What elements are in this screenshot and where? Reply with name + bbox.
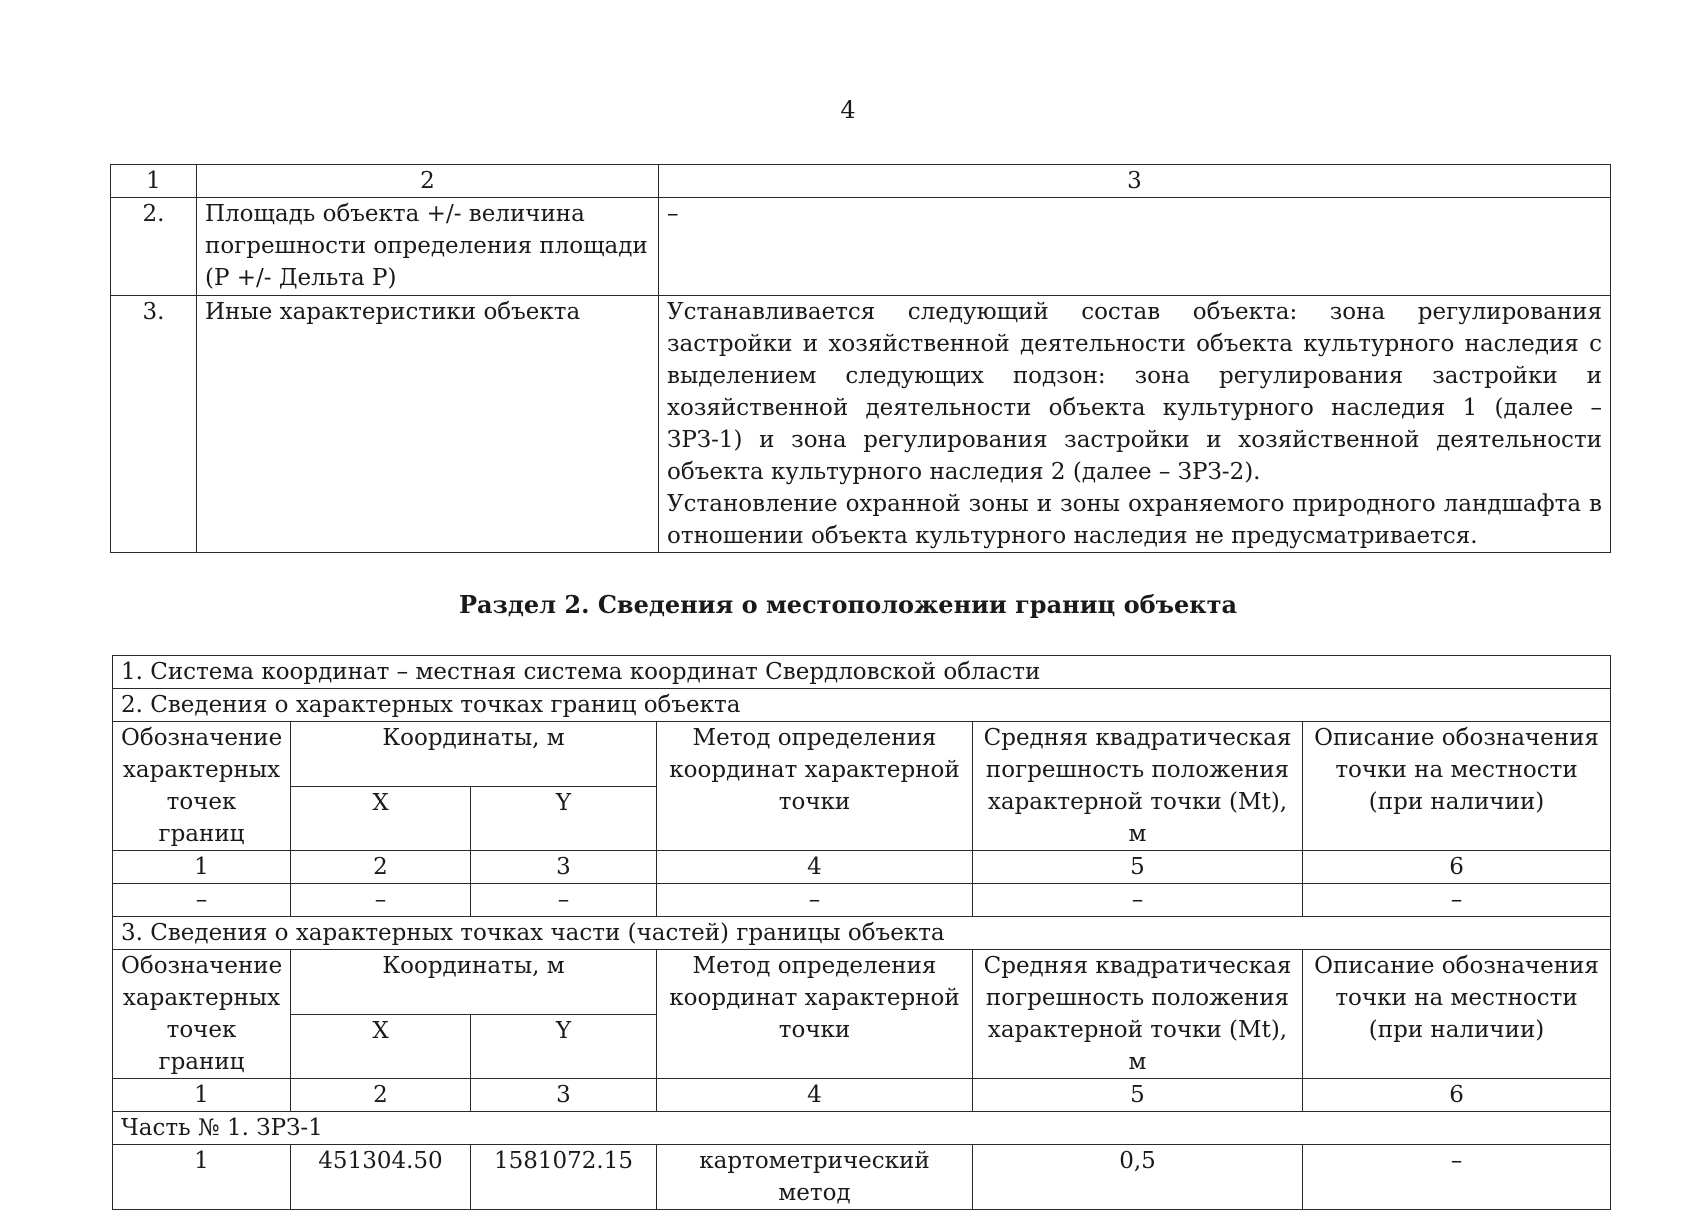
subsection-title: 2. Сведения о характерных точках границ объекта	[113, 689, 1611, 722]
col-x: X	[291, 787, 471, 851]
empty-cell: –	[471, 884, 657, 917]
column-header-row	[113, 722, 1611, 787]
header-line: характерной точки (Mt), м	[987, 789, 1288, 847]
header-cell: 3	[659, 165, 1611, 198]
col-method	[657, 950, 973, 1079]
header-line: характерной точки (Mt), м	[987, 1017, 1288, 1075]
header-line: Метод определения	[692, 725, 937, 751]
row-name-line: погрешности определения площади	[205, 233, 648, 259]
header-line: Описание обозначения	[1314, 953, 1599, 979]
characteristics-table	[110, 164, 1611, 553]
col-designation	[113, 722, 291, 851]
header-line: точек границ	[158, 789, 245, 847]
col-error	[973, 950, 1303, 1079]
row-value	[659, 296, 1611, 553]
column-header-row	[113, 950, 1611, 1015]
value-paragraph: Устанавливается следующий состав объекта: зона регулирования застройки и хозяйственной деятельности объекта культурного наследия с выделением следующих подзон: зона регулирования застройки и хозяйственной деятельности объекта культурного наследия 1 (далее – ЗРЗ-1) и зона регулирования застройки и хозяйственной деятельности объекта культурного наследия 2 (далее – ЗРЗ-2).	[667, 299, 1602, 485]
part-label: Часть № 1. ЗРЗ-1	[113, 1112, 1611, 1145]
empty-cell: –	[291, 884, 471, 917]
header-line: (при наличии)	[1368, 1017, 1545, 1043]
col-number: 2	[291, 851, 471, 884]
col-number: 5	[973, 1079, 1303, 1112]
header-line: Средняя квадратическая	[983, 953, 1292, 979]
col-coords: Координаты, м	[291, 722, 657, 787]
header-line: точек границ	[158, 1017, 245, 1075]
header-line: координат характерной	[669, 757, 960, 783]
point-error: 0,5	[973, 1145, 1303, 1210]
row-name	[197, 296, 659, 553]
col-number: 6	[1303, 1079, 1611, 1112]
table-header-row	[111, 165, 1611, 198]
page-number: 4	[840, 96, 856, 124]
header-line: Описание обозначения	[1314, 725, 1599, 751]
col-number: 2	[291, 1079, 471, 1112]
coord-system-row	[113, 656, 1611, 689]
row-name-line: Площадь объекта +/- величина	[205, 201, 585, 227]
header-line: точки на местности	[1335, 985, 1578, 1011]
boundary-points-table	[112, 655, 1611, 1210]
col-number: 3	[471, 851, 657, 884]
header-line: Средняя квадратическая	[983, 725, 1292, 751]
row-name-line: (Р +/- Дельта Р)	[205, 265, 397, 291]
empty-cell: –	[1303, 884, 1611, 917]
col-number: 4	[657, 1079, 973, 1112]
point-x: 451304.50	[291, 1145, 471, 1210]
col-y: Y	[471, 787, 657, 851]
point-y: 1581072.15	[471, 1145, 657, 1210]
point-description: –	[1303, 1145, 1611, 1210]
empty-cell: –	[657, 884, 973, 917]
section-heading: Раздел 2. Сведения о местоположении границ объекта	[458, 590, 1238, 619]
header-cell: 2	[197, 165, 659, 198]
row-number: 2.	[111, 198, 197, 296]
header-line: (при наличии)	[1368, 789, 1545, 815]
table-row	[111, 198, 1611, 296]
column-number-row	[113, 851, 1611, 884]
header-line: Метод определения	[692, 953, 937, 979]
header-line: погрешность положения	[985, 757, 1290, 783]
value-paragraph: –	[667, 201, 679, 227]
col-description	[1303, 950, 1611, 1079]
col-method	[657, 722, 973, 851]
row-value	[659, 198, 1611, 296]
header-cell: 1	[111, 165, 197, 198]
point-method: картометрический метод	[657, 1145, 973, 1210]
empty-data-row	[113, 884, 1611, 917]
part-row	[113, 1112, 1611, 1145]
header-line: Обозначение	[121, 725, 283, 751]
header-line: характерных	[122, 985, 281, 1011]
header-line: погрешность положения	[985, 985, 1290, 1011]
point-designation: 1	[113, 1145, 291, 1210]
subsection-row	[113, 689, 1611, 722]
empty-cell: –	[113, 884, 291, 917]
col-coords: Координаты, м	[291, 950, 657, 1015]
col-number: 4	[657, 851, 973, 884]
row-name-line: Иные характеристики объекта	[205, 299, 581, 325]
subsection-title: 3. Сведения о характерных точках части (частей) границы объекта	[113, 917, 1611, 950]
value-paragraph: Установление охранной зоны и зоны охраняемого природного ландшафта в отношении объекта культурного наследия не предусматривается.	[667, 491, 1602, 549]
col-number: 1	[113, 1079, 291, 1112]
empty-cell: –	[973, 884, 1303, 917]
subsection-row	[113, 917, 1611, 950]
header-line: характерных	[122, 757, 281, 783]
col-number: 5	[973, 851, 1303, 884]
row-name	[197, 198, 659, 296]
col-number: 3	[471, 1079, 657, 1112]
table-row	[111, 296, 1611, 553]
coord-system-text: 1. Система координат – местная система координат Свердловской области	[113, 656, 1611, 689]
col-number: 1	[113, 851, 291, 884]
col-designation	[113, 950, 291, 1079]
col-x: X	[291, 1015, 471, 1079]
col-description	[1303, 722, 1611, 851]
header-line: Обозначение	[121, 953, 283, 979]
col-error	[973, 722, 1303, 851]
row-number: 3.	[111, 296, 197, 553]
column-number-row	[113, 1079, 1611, 1112]
header-line: точки	[778, 789, 851, 815]
header-line: точки на местности	[1335, 757, 1578, 783]
col-number: 6	[1303, 851, 1611, 884]
header-line: точки	[778, 1017, 851, 1043]
col-y: Y	[471, 1015, 657, 1079]
header-line: координат характерной	[669, 985, 960, 1011]
